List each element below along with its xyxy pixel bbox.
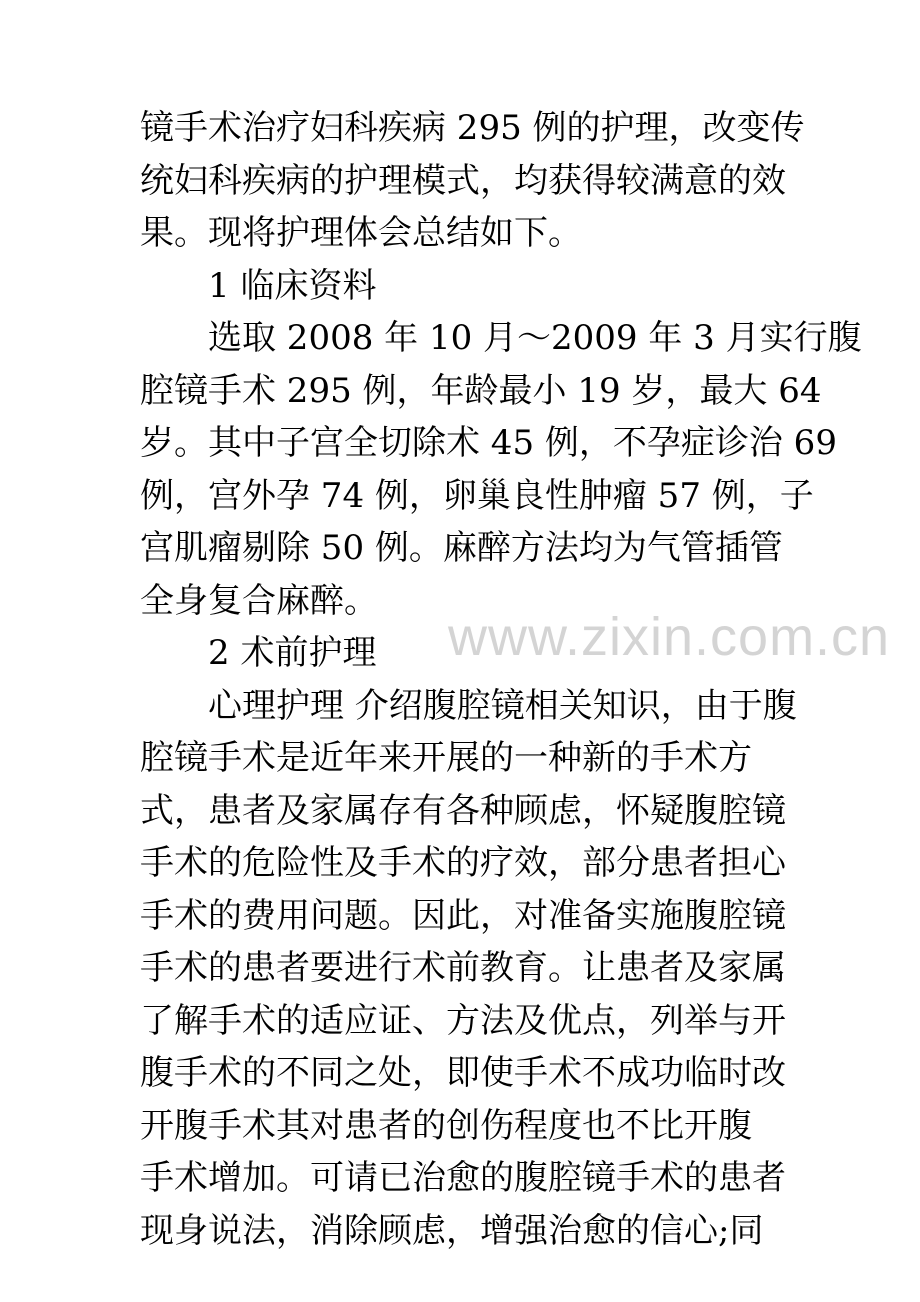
text-line: 了解手术的适应证、方法及优点，列举与开 <box>140 1000 786 1041</box>
text-line: 手术的危险性及手术的疗效，部分患者担心 <box>140 843 786 883</box>
text-line: 岁。其中子宫全切除术 45 例，不孕症诊治 69 <box>140 423 837 463</box>
text-line: 手术增加。可请已治愈的腹腔镜手术的患者 <box>140 1158 786 1198</box>
text-line: 现身说法，消除顾虑，增强治愈的信心;同 <box>140 1210 764 1251</box>
text-line: 腹手术的不同之处，即使手术不成功临时改 <box>140 1053 786 1093</box>
watermark: www.zixin.com.cn <box>448 607 891 667</box>
text-line: 开腹手术其对患者的创伤程度也不比开腹 <box>140 1105 752 1146</box>
text-line: 腔镜手术是近年来开展的一种新的手术方 <box>140 738 752 778</box>
section-heading-preoperative-care: 2 术前护理 <box>208 633 377 673</box>
text-line: 心理护理 介绍腹腔镜相关知识，由于腹 <box>208 685 797 726</box>
text-line: 腔镜手术 295 例，年龄最小 19 岁，最大 64 <box>140 370 822 411</box>
text-line: 例，宫外孕 74 例，卵巢良性肿瘤 57 例，子 <box>140 475 814 516</box>
text-line: 式，患者及家属存有各种顾虑，怀疑腹腔镜 <box>140 790 786 831</box>
text-line: 选取 2008 年 10 月～2009 年 3 月实行腹 <box>208 318 862 358</box>
text-line: 果。现将护理体会总结如下。 <box>140 213 582 253</box>
body-text <box>140 102 862 1257</box>
text-line: 全身复合麻醉。 <box>140 580 378 621</box>
text-line: 镜手术治疗妇科疾病 295 例的护理，改变传 <box>140 108 805 148</box>
section-heading-clinical-data: 1 临床资料 <box>208 265 377 306</box>
text-line: 手术的患者要进行术前教育。让患者及家属 <box>140 948 786 988</box>
text-line: 统妇科疾病的护理模式，均获得较满意的效 <box>140 160 786 201</box>
text-line: 宫肌瘤剔除 50 例。麻醉方法均为气管插管 <box>140 528 783 568</box>
text-line: 手术的费用问题。因此，对准备实施腹腔镜 <box>140 895 786 936</box>
